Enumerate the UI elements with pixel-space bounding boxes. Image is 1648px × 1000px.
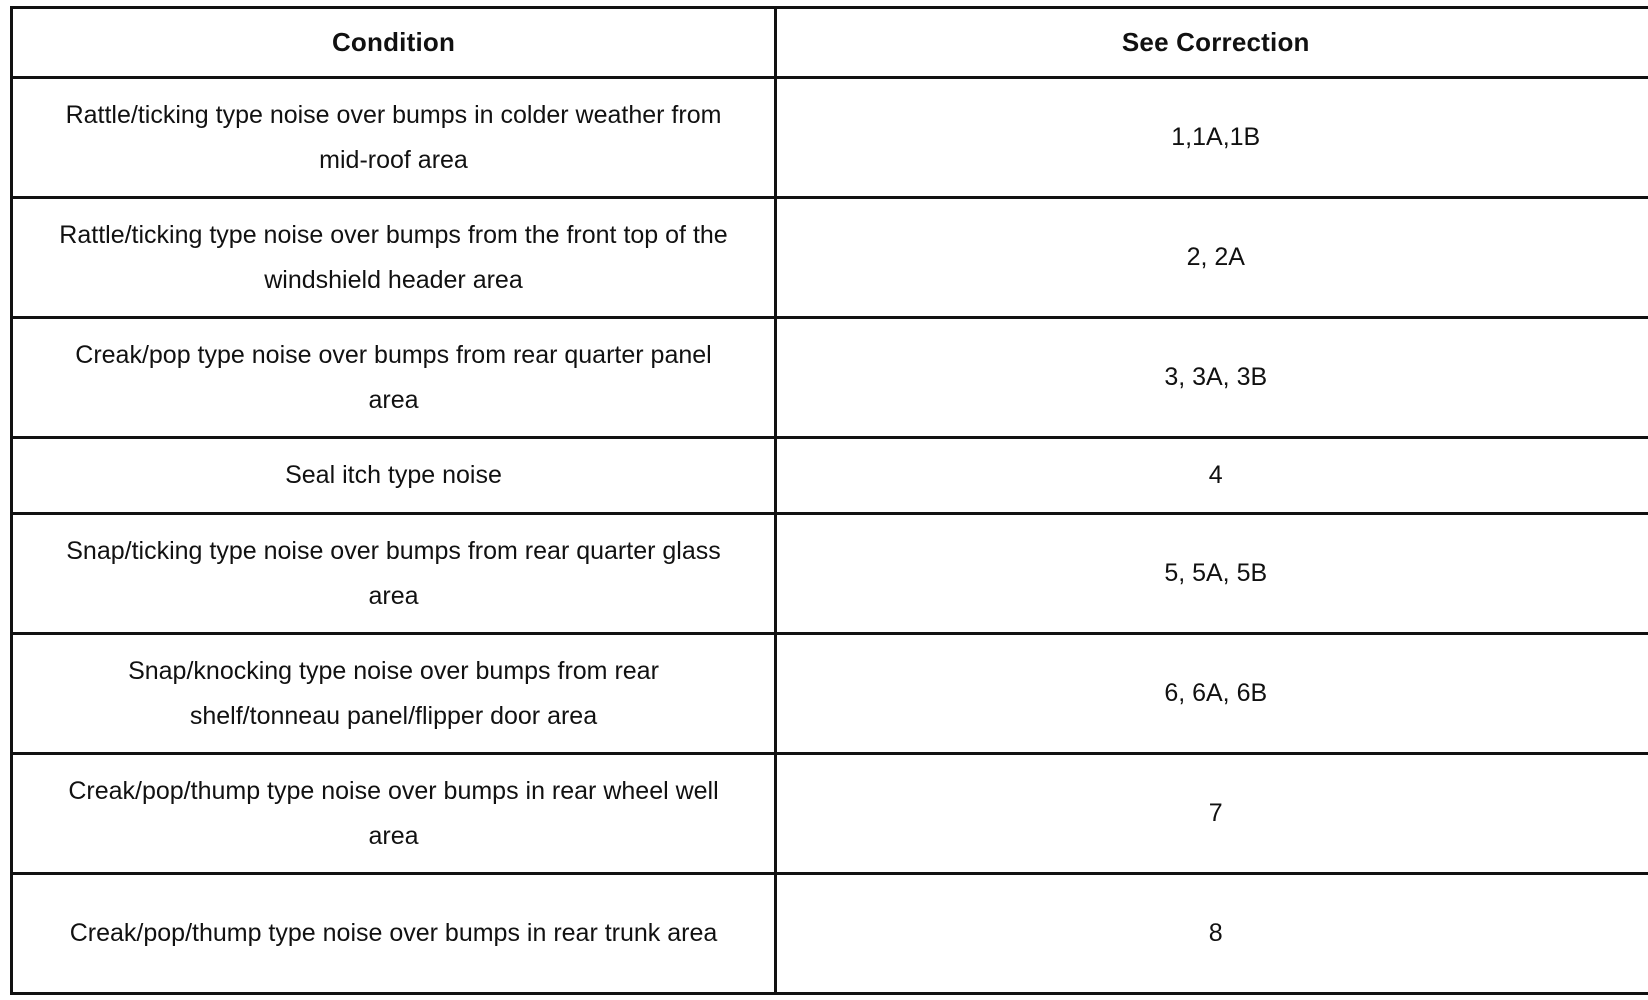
column-header-see-correction: See Correction	[776, 8, 1648, 78]
table-row	[12, 318, 1648, 438]
table-row	[12, 198, 1648, 318]
condition-text: Rattle/ticking type noise over bumps in colder weather from mid-roof area	[65, 100, 722, 174]
correction-cell: 8	[776, 874, 1648, 994]
condition-text: Creak/pop/thump type noise over bumps in rear trunk area	[69, 919, 718, 947]
condition-cell	[12, 318, 776, 438]
correction-cell: 4	[776, 438, 1648, 514]
condition-cell	[12, 514, 776, 634]
correction-cell: 3, 3A, 3B	[776, 318, 1648, 438]
condition-text: Snap/knocking type noise over bumps from rear shelf/tonneau panel/flipper door area	[128, 656, 659, 730]
condition-cell	[12, 874, 776, 994]
condition-cell	[12, 634, 776, 754]
condition-cell	[12, 754, 776, 874]
correction-cell: 2, 2A	[776, 198, 1648, 318]
condition-cell	[12, 438, 776, 514]
condition-text: Creak/pop/thump type noise over bumps in rear wheel well area	[68, 776, 719, 850]
condition-cell	[12, 78, 776, 198]
correction-cell: 7	[776, 754, 1648, 874]
condition-text: Creak/pop type noise over bumps from rear quarter panel area	[75, 340, 712, 414]
correction-cell: 1,1A,1B	[776, 78, 1648, 198]
condition-text: Snap/ticking type noise over bumps from rear quarter glass area	[66, 536, 721, 610]
table-row	[12, 874, 1648, 994]
column-header-condition: Condition	[12, 8, 776, 78]
diagnosis-table-container	[10, 6, 1648, 995]
table-row	[12, 438, 1648, 514]
condition-text: Rattle/ticking type noise over bumps from the front top of the windshield header area	[59, 220, 728, 294]
correction-cell: 5, 5A, 5B	[776, 514, 1648, 634]
correction-cell: 6, 6A, 6B	[776, 634, 1648, 754]
table-row	[12, 514, 1648, 634]
condition-text: Seal itch type noise	[285, 461, 502, 489]
table-row	[12, 634, 1648, 754]
condition-cell	[12, 198, 776, 318]
table-row	[12, 78, 1648, 198]
condition-correction-table	[10, 6, 1648, 995]
table-header-row	[12, 8, 1648, 78]
table-row	[12, 754, 1648, 874]
